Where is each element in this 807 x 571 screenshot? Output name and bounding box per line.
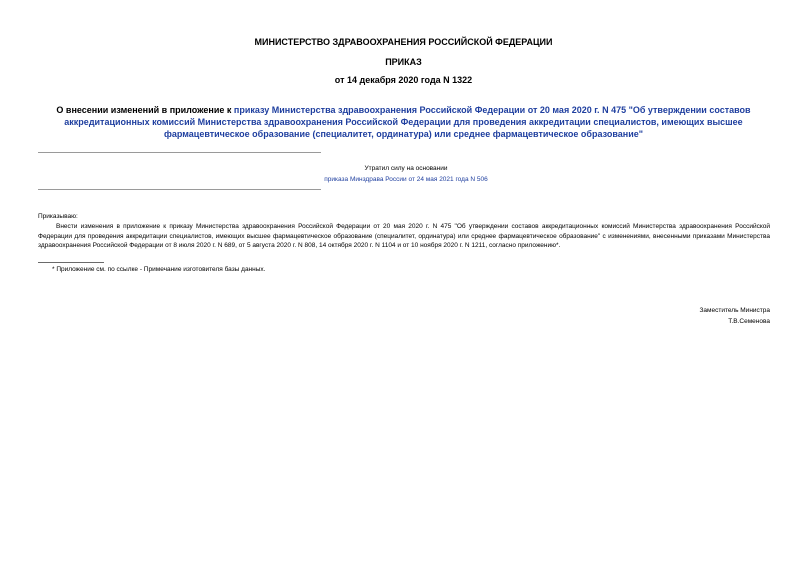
notice-bottom-rule [38, 189, 321, 190]
notice-top-rule [38, 152, 321, 153]
signatory-position: Заместитель Министра [699, 307, 770, 314]
ministry-heading: МИНИСТЕРСТВО ЗДРАВООХРАНЕНИЯ РОССИЙСКОЙ ФЕДЕРАЦИИ [254, 37, 553, 47]
signature-block [700, 306, 771, 327]
title-order-link[interactable]: приказу Министерства здравоохранения Российской Федерации от 20 мая 2020 г. N 475 "Об утверждении составов аккредитационных комиссий Министерства здравоохранения Российской Федерации для проведения аккредитации специалистов, имеющих высшее фармацевтическое образование (специалитет, ординатура) или среднее фармацевтическое образование" [64, 105, 751, 139]
order-paragraph: Внести изменения в приложение к приказу Министерства здравоохранения Российской Федерации от 20 мая 2020 г. N 475 "Об утверждении составов аккредитационных комиссий Министерства здравоохранения Российской Федерации для проведения аккредитации специалистов, имеющих высшее фармацевтическое образование (специалитет, ординатура) или среднее фармацевтическое образование" с изменениями, внесенными приказами Министерства здравоохранения Российской Федерации от 8 июля 2020 г. N 689, от 5 августа 2020 г. N 808, 14 октября 2020 г. N 1104 и от 10 ноября 2020 г. N 1211, согласно приложению*. [38, 223, 770, 249]
doc-type-heading: ПРИКАЗ [385, 57, 422, 67]
footnote-rule [38, 262, 104, 263]
repeal-order-link[interactable]: приказа Минздрава России от 24 мая 2021 года N 506 [324, 176, 488, 183]
footnote-text: * Приложение см. по ссылке - Примечание изготовителя базы данных. [52, 266, 266, 273]
order-word: Приказываю: [38, 213, 78, 220]
signatory-name: Т.В.Семенова [728, 317, 770, 325]
document-title [52, 104, 755, 140]
repeal-notice [306, 163, 506, 185]
doc-date-heading: от 14 декабря 2020 года N 1322 [334, 75, 473, 85]
title-prefix: О внесении изменений в приложение к [56, 105, 234, 115]
repeal-notice-text: Утратил силу на основании [364, 165, 448, 172]
